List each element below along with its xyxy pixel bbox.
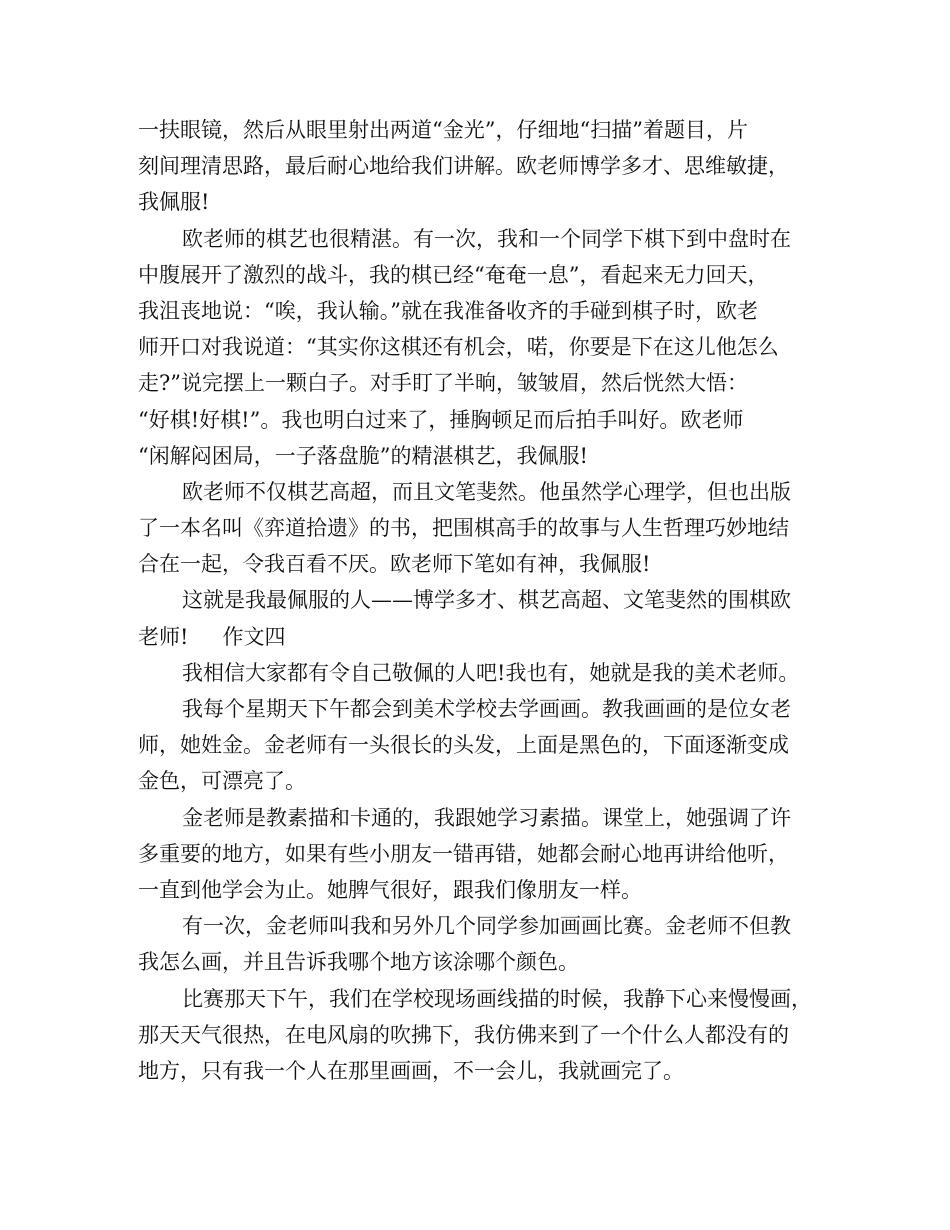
text-line: 我怎么画，并且告诉我哪个地方该涂哪个颜色。: [138, 950, 579, 975]
text-line: 师开口对我说道：“其实你这棋还有机会，喏，你要是下在这儿他怎么: [138, 335, 779, 360]
essay-heading: 作文四: [222, 624, 286, 649]
paragraph-start-line: 欧老师的棋艺也很精湛。有一次，我和一个同学下棋下到中盘时在: [182, 226, 791, 251]
text-line: 中腹展开了激烈的战斗，我的棋已经“奄奄一息”，看起来无力回天，: [138, 262, 769, 287]
text-line: 刻间理清思路，最后耐心地给我们讲解。欧老师博学多才、思维敏捷，: [138, 154, 789, 179]
text-line: “闲解闷困局，一子落盘脆”的精湛棋艺，我佩服!: [138, 443, 588, 468]
text-line: 我佩服!: [138, 190, 210, 215]
paragraph-start-line: 我相信大家都有令自己敬佩的人吧!我也有，她就是我的美术老师。: [182, 660, 800, 685]
text-line: 多重要的地方，如果有些小朋友一错再错，她都会耐心地再讲给他听，: [138, 841, 789, 866]
text-line: 了一本名叫《弈道拾遗》的书，把围棋高手的故事与人生哲理巧妙地结: [138, 516, 789, 541]
text-line: 合在一起，令我百看不厌。欧老师下笔如有神，我佩服!: [138, 552, 651, 577]
text-line-with-heading: [138, 619, 828, 655]
body-text: [138, 112, 828, 1089]
paragraph-start-line: 这就是我最佩服的人——博学多才、棋艺高超、文笔斐然的围棋欧: [182, 588, 791, 613]
text-line: “好棋!好棋!”。我也明白过来了，捶胸顿足而后拍手叫好。欧老师: [138, 407, 744, 432]
paragraph-start-line: 比赛那天下午，我们在学校现场画线描的时候，我静下心来慢慢画，: [182, 986, 812, 1011]
text-line: 那天天气很热，在电风扇的吹拂下，我仿佛来到了一个什么人都没有的: [138, 1022, 789, 1047]
paragraph-start-line: 欧老师不仅棋艺高超，而且文笔斐然。他虽然学心理学，但也出版: [182, 479, 791, 504]
text-line: 师，她姓金。金老师有一头很长的头发，上面是黑色的，下面逐渐变成: [138, 733, 789, 758]
text-line: 走?”说完摆上一颗白子。对手盯了半晌，皱皱眉，然后恍然大悟：: [138, 371, 748, 396]
text-line: 地方，只有我一个人在那里画画，不一会儿，我就画完了。: [138, 1058, 684, 1083]
paragraph-start-line: 有一次，金老师叫我和另外几个同学参加画画比赛。金老师不但教: [182, 914, 791, 939]
paragraph-start-line: 我每个星期天下午都会到美术学校去学画画。教我画画的是位女老: [182, 697, 791, 721]
text-line: 一直到他学会为止。她脾气很好，跟我们像朋友一样。: [138, 877, 642, 902]
text-fragment: 老师!: [138, 624, 189, 649]
text-line: 一扶眼镜，然后从眼里射出两道“金光”，仔细地“扫描”着题目，片: [138, 118, 748, 142]
paragraph-start-line: 金老师是教素描和卡通的，我跟她学习素描。课堂上，她强调了许: [182, 805, 791, 830]
text-line: 我沮丧地说：“唉，我认输。”就在我准备收齐的手碰到棋子时，欧老: [138, 298, 758, 323]
text-line: 金色，可漂亮了。: [138, 769, 306, 794]
